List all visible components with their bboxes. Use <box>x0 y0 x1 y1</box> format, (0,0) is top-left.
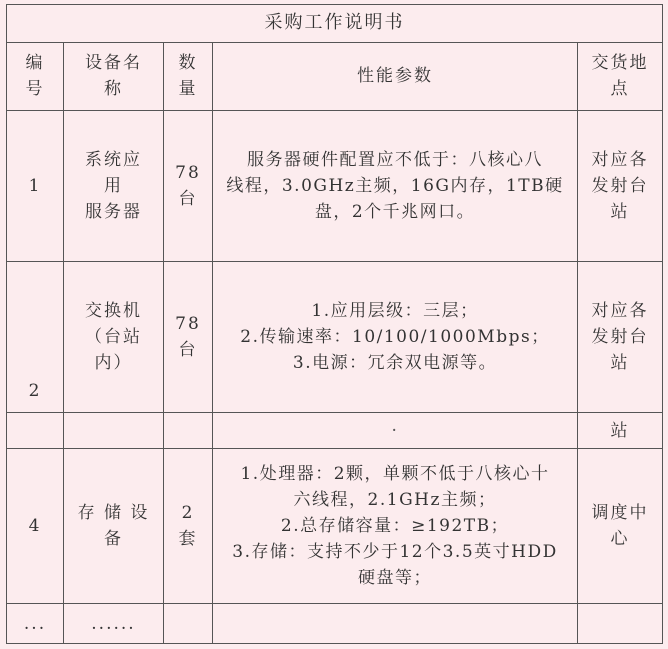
cell-perf <box>213 604 578 644</box>
header-loc: 交货地 点 <box>578 42 663 110</box>
cell-name: ...... <box>64 604 164 644</box>
table-row <box>7 110 663 261</box>
cell-loc <box>578 604 663 644</box>
cell-no: 1 <box>7 110 64 261</box>
cell-qty <box>164 413 213 449</box>
cell-qty: 78 台 <box>164 262 213 413</box>
header-perf: 性能参数 <box>213 42 578 110</box>
cell-loc: 对应各 发射台 站 <box>578 262 663 413</box>
cell-name: 存 储 设 备 <box>64 448 164 603</box>
cell-no: ... <box>7 604 64 644</box>
cell-qty: 2 套 <box>164 448 213 603</box>
cell-perf: 1.应用层级：三层； 2.传输速率：10/100/1000Mbps； 3.电源：冗余双电源等。 <box>213 262 578 413</box>
cell-name <box>64 413 164 449</box>
header-no: 编 号 <box>7 42 64 110</box>
cell-no: 4 <box>7 448 64 603</box>
cell-loc: 对应各 发射台 站 <box>578 110 663 261</box>
procurement-spec-table <box>6 4 663 644</box>
table-title: 采购工作说明书 <box>7 5 663 43</box>
cell-loc: 调度中 心 <box>578 448 663 603</box>
cell-loc: 站 <box>578 413 663 449</box>
table-row <box>7 262 663 413</box>
header-qty: 数 量 <box>164 42 213 110</box>
cell-perf: 1.处理器：2颗，单颗不低于八核心十 六线程，2.1GHz主频； 2.总存储容量：≥192TB； 3.存储：支持不少于12个3.5英寸HDD 硬盘等； <box>213 448 578 603</box>
header-name: 设备名 称 <box>64 42 164 110</box>
cell-name: 系统应 用 服务器 <box>64 110 164 261</box>
cell-qty <box>164 604 213 644</box>
cell-qty: 78 台 <box>164 110 213 261</box>
table-row <box>7 604 663 644</box>
cell-perf: · <box>213 413 578 449</box>
cell-no <box>7 413 64 449</box>
table-row <box>7 448 663 603</box>
cell-no: 2 <box>7 262 64 413</box>
table-row <box>7 413 663 449</box>
cell-perf: 服务器硬件配置应不低于：八核心八 线程，3.0GHz主频，16G内存，1TB硬 盘，2个千兆网口。 <box>213 110 578 261</box>
cell-name: 交换机 （台站 内） <box>64 262 164 413</box>
